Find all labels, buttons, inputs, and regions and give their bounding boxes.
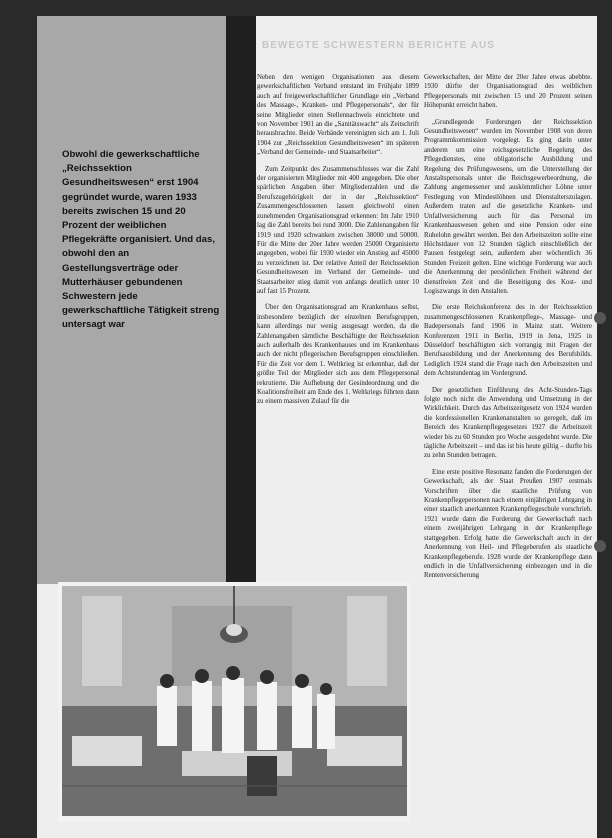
faded-header-text: BEWEGTE SCHWESTERN BERICHTE AUS bbox=[262, 40, 495, 51]
paragraph: Neben den wenigen Organisationen aus diesem gewerkschaftlichen Verband entstand im Frühjahr 1899 auch auf freigewerkschaftlicher Grundlage ein „Verband des Massage-, Kranken- und Pflegepersonals“, der für seine Mitglieder einen Stellennachweis einrichtete und von November 1901 an die „Sanitätswacht“ als Zeitschrift herausbrachte. Beide Verbände vereinigten sich am 1. Juli 1904 zur „Reichssektion Gesundheitswesen“ im späteren „Verband der Gemeinde- und Staatsarbeiter“. bbox=[257, 74, 419, 157]
dark-vertical-stripe bbox=[226, 16, 256, 584]
paragraph: Gewerkschaften, der Mitte der 20er Jahre etwas abebbte. 1930 dürfte der Organisationsgrad des weiblichen Pflegepersonals mit zwischen 15 und 20 Prozent seinen Höhepunkt erreicht haben. bbox=[424, 74, 592, 110]
pull-quote: Obwohl die gewerkschaftliche „Reichssektion Gesundheitswesen“ erst 1904 gegründet wurde, waren 1933 bereits zwischen 15 und 20 Prozent der weiblichen Pflegekräfte organisiert. Und das, obwohl den an Gestellungsverträge oder Mutterhäuser gebundenen Schwestern jede gewerkschaftliche Tätigkeit streng untersagt war bbox=[62, 149, 220, 331]
binder-hole bbox=[594, 540, 606, 552]
paragraph: Zum Zeitpunkt des Zusammenschlusses war die Zahl der organisierten Mitglieder mit 400 angegeben. Die eher spärlichen Angaben über Mitgliederzahlen und die Berufszugehörigkeit der in der „Reichssektion“ Zusammengeschlossenen lassen gleichwohl einen zunehmenden Organisationsgrad erkennen: Im Jahr 1910 lag die Zahl bereits bei rund 3000. Die Zahlenangaben für 1919 und 1920 schwanken zwischen 38000 und 50000. Für die Mitte der 20er Jahre werden 25000 Organisierte angegeben, wobei für 1930 wieder ein Anstieg auf 45000 zu verzeichnen ist. Der relative Anteil der Reichssektion Gesundheitswesen im Verband der Gemeinde- und Staatsarbeiter stieg damit von anfangs deutlich unter 10 auf fast 15 Prozent. bbox=[257, 165, 419, 295]
historic-hospital-ward-photo bbox=[62, 586, 407, 816]
binder-hole bbox=[594, 312, 606, 324]
paragraph: Eine erste positive Resonanz fanden die Forderungen der Gewerkschaft, als der Staat Preußen 1907 erstmals Vorschriften über die staatliche Prüfung von Krankenpflegepersonen nach einem einjährigen Lehrgang in einer staatlich anerkannten Krankenpflegeschule vorschrieb. 1921 wurde dann die Forderung der Gewerkschaft nach einem zweijährigen Lehrgang in der Krankenpflege stattgegeben. Erfolg hatte die Gewerkschaft auch in der Anerkennung von Heil- und Pflegeberufen als staatliche Krankenpflegeberufe. 1928 wurde der Krankenpflege dann endlich in die Unfallversicherung einbezogen und in die Rentenversicherung bbox=[424, 468, 592, 580]
text-column-middle bbox=[257, 73, 419, 414]
paragraph: „Grundlegende Forderungen der Reichssektion Gesundheitswesen“ wurden im November 1908 von deren Programmkommission vorgelegt. Es ging darin unter anderem um eine reichsgesetzliche Regelung des Pflegedienstes, eine obligatorische Ausbildung und Regelung des Prüfungswesens, um die Unterstellung der Anstaltspersonals unter die Reichsgewerbeordnung, die Zahlung angemessener und auskömmlicher Löhne unter Festlegung von Mindestlöhnen und Dienstalterszulagen. Außerdem traten auf die gesetzliche Kranken- und Unfallversicherung auch für das Personal im Krankenhauswesen gehen und eine Pension oder eine Ruhelohn gewährt werden. Bei den Arbeitszeiten sollte eine Höchstdauer von 12 Stunden täglich einschließlich der Pausen festgelegt sein, außerdem aber wöchentlich 36 Stunden Freizeit gelten. Eine wichtige Forderung war auch die Anerkennung der persönlichen Freiheit während der dienstfreien Zeit und die Beseitigung des Kost- und Logiszwangs in den Anstalten. bbox=[424, 118, 592, 295]
text-column-right bbox=[424, 73, 592, 588]
paragraph: Die erste Reichskonferenz des in der Reichssektion zusammengeschlossenen Krankenpflege-, Massage- und Badepersonals fand 1906 in Mainz statt. Weitere Konferenzen 1911 in Berlin, 1919 in Jena, 1925 in Düsseldorf beschäftigten sich vorrangig mit Fragen der Berufsausbildung und der Anerkennung des Berufsbilds. Lediglich 1924 stand die Frage nach den Arbeitszeiten und dem Achtstundentag im Vordergrund. bbox=[424, 304, 592, 378]
paragraph: Über den Organisationsgrad am Krankenhaus selbst, insbesondere bezüglich der einzelnen Berufsgruppen, kann allerdings nur wenig ausgesagt werden, da die Zahlenangaben sämtliche Beschäftigte der Reichssektion auch außerhalb des Krankenhauses und im Krankenhaus auch der nicht pflegerischen Berufsgruppen einschließen. Für die Zeit vor dem 1. Weltkrieg ist erkennbar, daß der größte Teil der Mitglieder sich aus dem Pflegepersonal rekrutierte. Die Aufhebung der Gesindeordnung und die Koalitionsfreiheit am Ende des 1. Weltkriegs führten dann zu einem massiven Zulauf für die bbox=[257, 304, 419, 406]
paragraph: Der gesetzlichen Einführung des Acht-Stunden-Tags folgte noch nicht die Anwendung und Umsetzung in der Wirklichkeit. Durch das Arbeitszeitgesetz von 1924 wurden die konfessionellen Krankenanstalten so geregelt, daß im Bereich des Krankenpflegegesetzes 1927 die Arbeitszeit wieder bis zu 60 Stunden pro Woche ausgedehnt wurde. Die tägliche Arbeitszeit – und das ist bis heute gültig – durfte bis zu zehn Stunden betragen. bbox=[424, 386, 592, 460]
